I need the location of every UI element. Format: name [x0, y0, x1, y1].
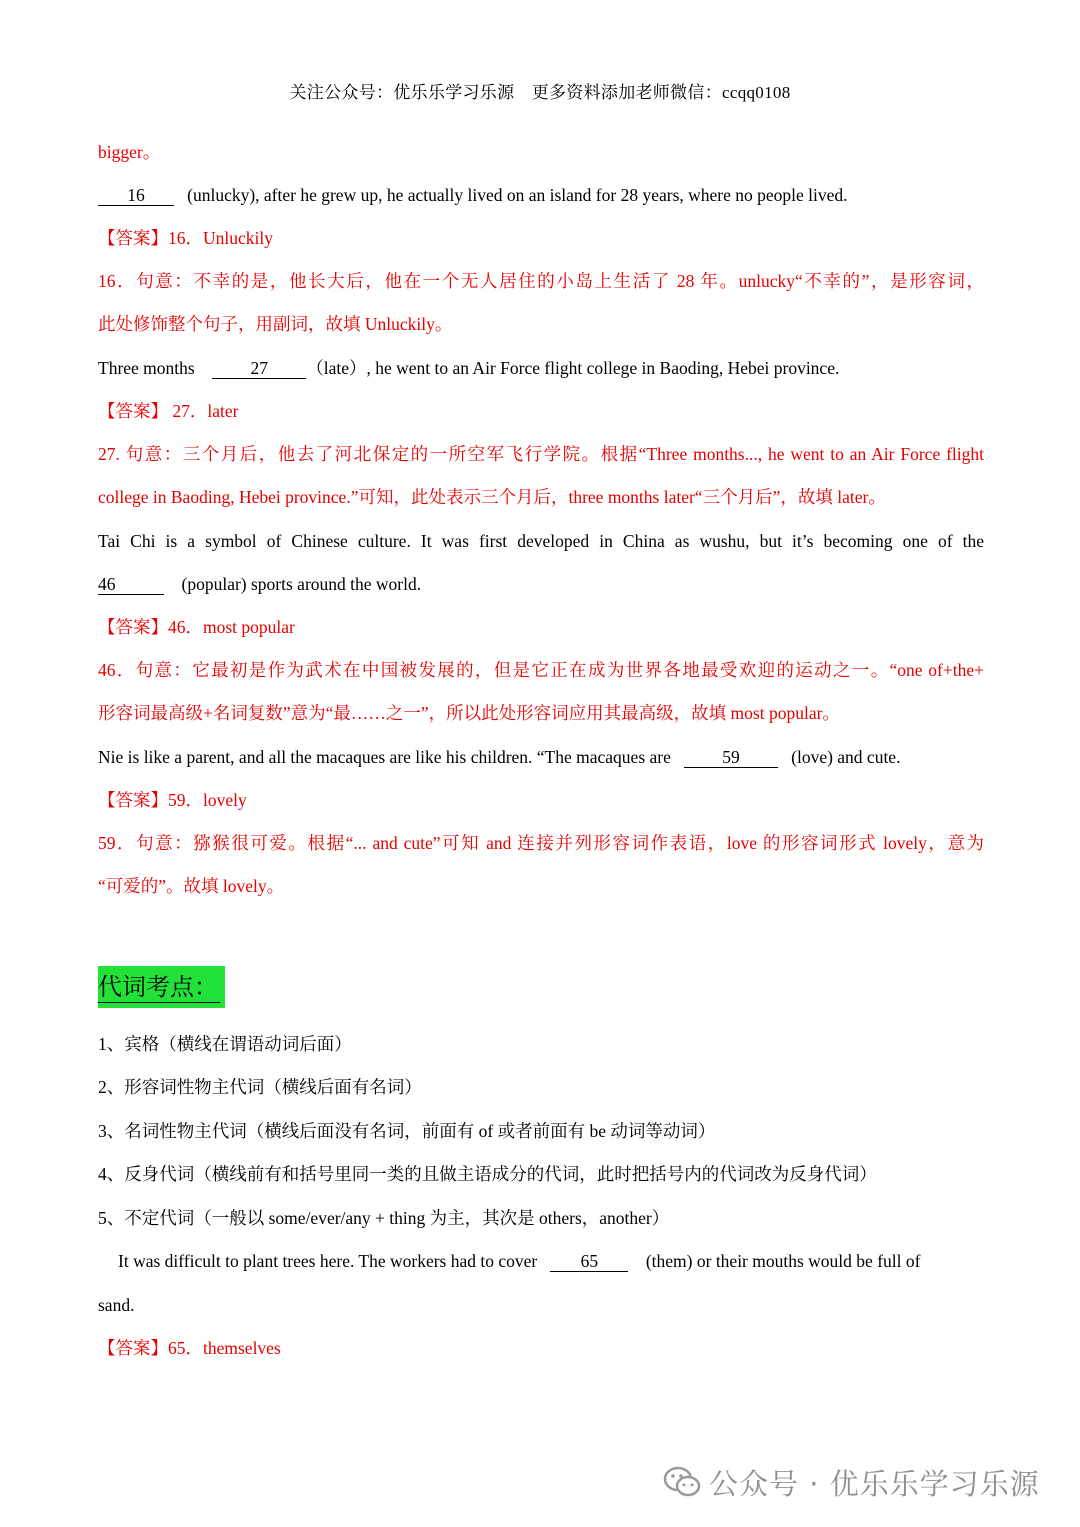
question-text: (them) or their mouths would be full of: [645, 1251, 921, 1271]
question-text: Nie is like a parent, and all the macaques are like his children. “The macaques are: [98, 747, 671, 767]
explanation-line: 16．句意：不幸的是，他长大后，他在一个无人居住的小岛上生活了 28 年。unlucky“不幸的”，是形容词，: [98, 271, 984, 291]
question-text: (unlucky), after he grew up, he actually lived on an island for 28 years, where no people lived.: [187, 185, 848, 205]
answer-blank: 65: [550, 1251, 628, 1272]
question-46-line1: Tai Chi is a symbol of Chinese culture. It was first developed in China as wushu, but it’s becoming one of the: [98, 531, 984, 551]
rule-point: 2、形容词性物主代词（横线后面有名词）: [98, 1077, 422, 1097]
answer-blank: 46: [98, 574, 164, 595]
answer-blank: 27: [212, 358, 306, 379]
answer-line: 【答案】65．themselves: [98, 1338, 281, 1358]
section-title-highlight: [98, 966, 225, 1008]
question-27: [98, 356, 984, 380]
page-header: 关注公众号：优乐乐学习乐源 更多资料添加老师微信：ccqq0108: [289, 83, 791, 102]
wechat-icon: [663, 1466, 701, 1498]
question-text: （late）, he went to an Air Force flight college in Baoding, Hebei province.: [306, 358, 840, 378]
answer-line: 【答案】59．lovely: [98, 790, 247, 810]
rule-point: 1、宾格（横线在谓语动词后面）: [98, 1034, 352, 1054]
question-text: Three months: [98, 358, 195, 378]
answer-line: 【答案】 27．later: [98, 401, 239, 421]
explanation-line: 此处修饰整个句子，用副词，故填 Unluckily。: [98, 314, 453, 334]
answer-line: 【答案】16．Unluckily: [98, 228, 273, 248]
rule-point: 4、反身代词（横线前有和括号里同一类的且做主语成分的代词，此时把括号内的代词改为反身代词）: [98, 1164, 877, 1184]
explanation-line: 46．句意：它最初是作为武术在中国被发展的，但是它正在成为世界各地最受欢迎的运动之一。“one of+the+: [98, 660, 984, 680]
section-title: 代词考点：: [98, 975, 218, 1001]
rule-point: 3、名词性物主代词（横线后面没有名词，前面有 of 或者前面有 be 动词等动词）: [98, 1121, 716, 1141]
question-text: It was difficult to plant trees here. The workers had to cover: [118, 1251, 538, 1271]
question-65-line2: sand.: [98, 1295, 135, 1315]
question-text: (popular) sports around the world.: [181, 574, 422, 594]
question-59: [98, 745, 984, 769]
explanation-line: “可爱的”。故填 lovely。: [98, 876, 285, 896]
question-65-line1: [98, 1249, 984, 1273]
explanation-line: 59．句意：猕猴很可爱。根据“... and cute”可知 and 连接并列形容词作表语，love 的形容词形式 lovely，意为: [98, 833, 984, 853]
answer-blank: 59: [684, 747, 778, 768]
rule-point: 5、不定代词（一般以 some/ever/any + thing 为主，其次是 others，another）: [98, 1208, 670, 1228]
answer-blank: 16: [98, 185, 174, 206]
answer-line: 【答案】46．most popular: [98, 617, 295, 637]
explanation-line: 形容词最高级+名词复数”意为“最……之一”，所以此处形容词应用其最高级，故填 most popular。: [98, 703, 840, 723]
question-16: [98, 183, 984, 207]
question-46-line2: [98, 572, 984, 596]
watermark: [663, 1462, 1040, 1502]
question-text: (love) and cute.: [791, 747, 901, 767]
continued-text: bigger。: [98, 142, 161, 162]
explanation-line: 27. 句意：三个月后，他去了河北保定的一所空军飞行学院。根据“Three months..., he went to an Air Force flight: [98, 444, 984, 464]
explanation-line: college in Baoding, Hebei province.”可知，此处表示三个月后，three months later“三个月后”，故填 later。: [98, 487, 886, 507]
watermark-text: 公众号 · 优乐乐学习乐源: [709, 1466, 1040, 1501]
